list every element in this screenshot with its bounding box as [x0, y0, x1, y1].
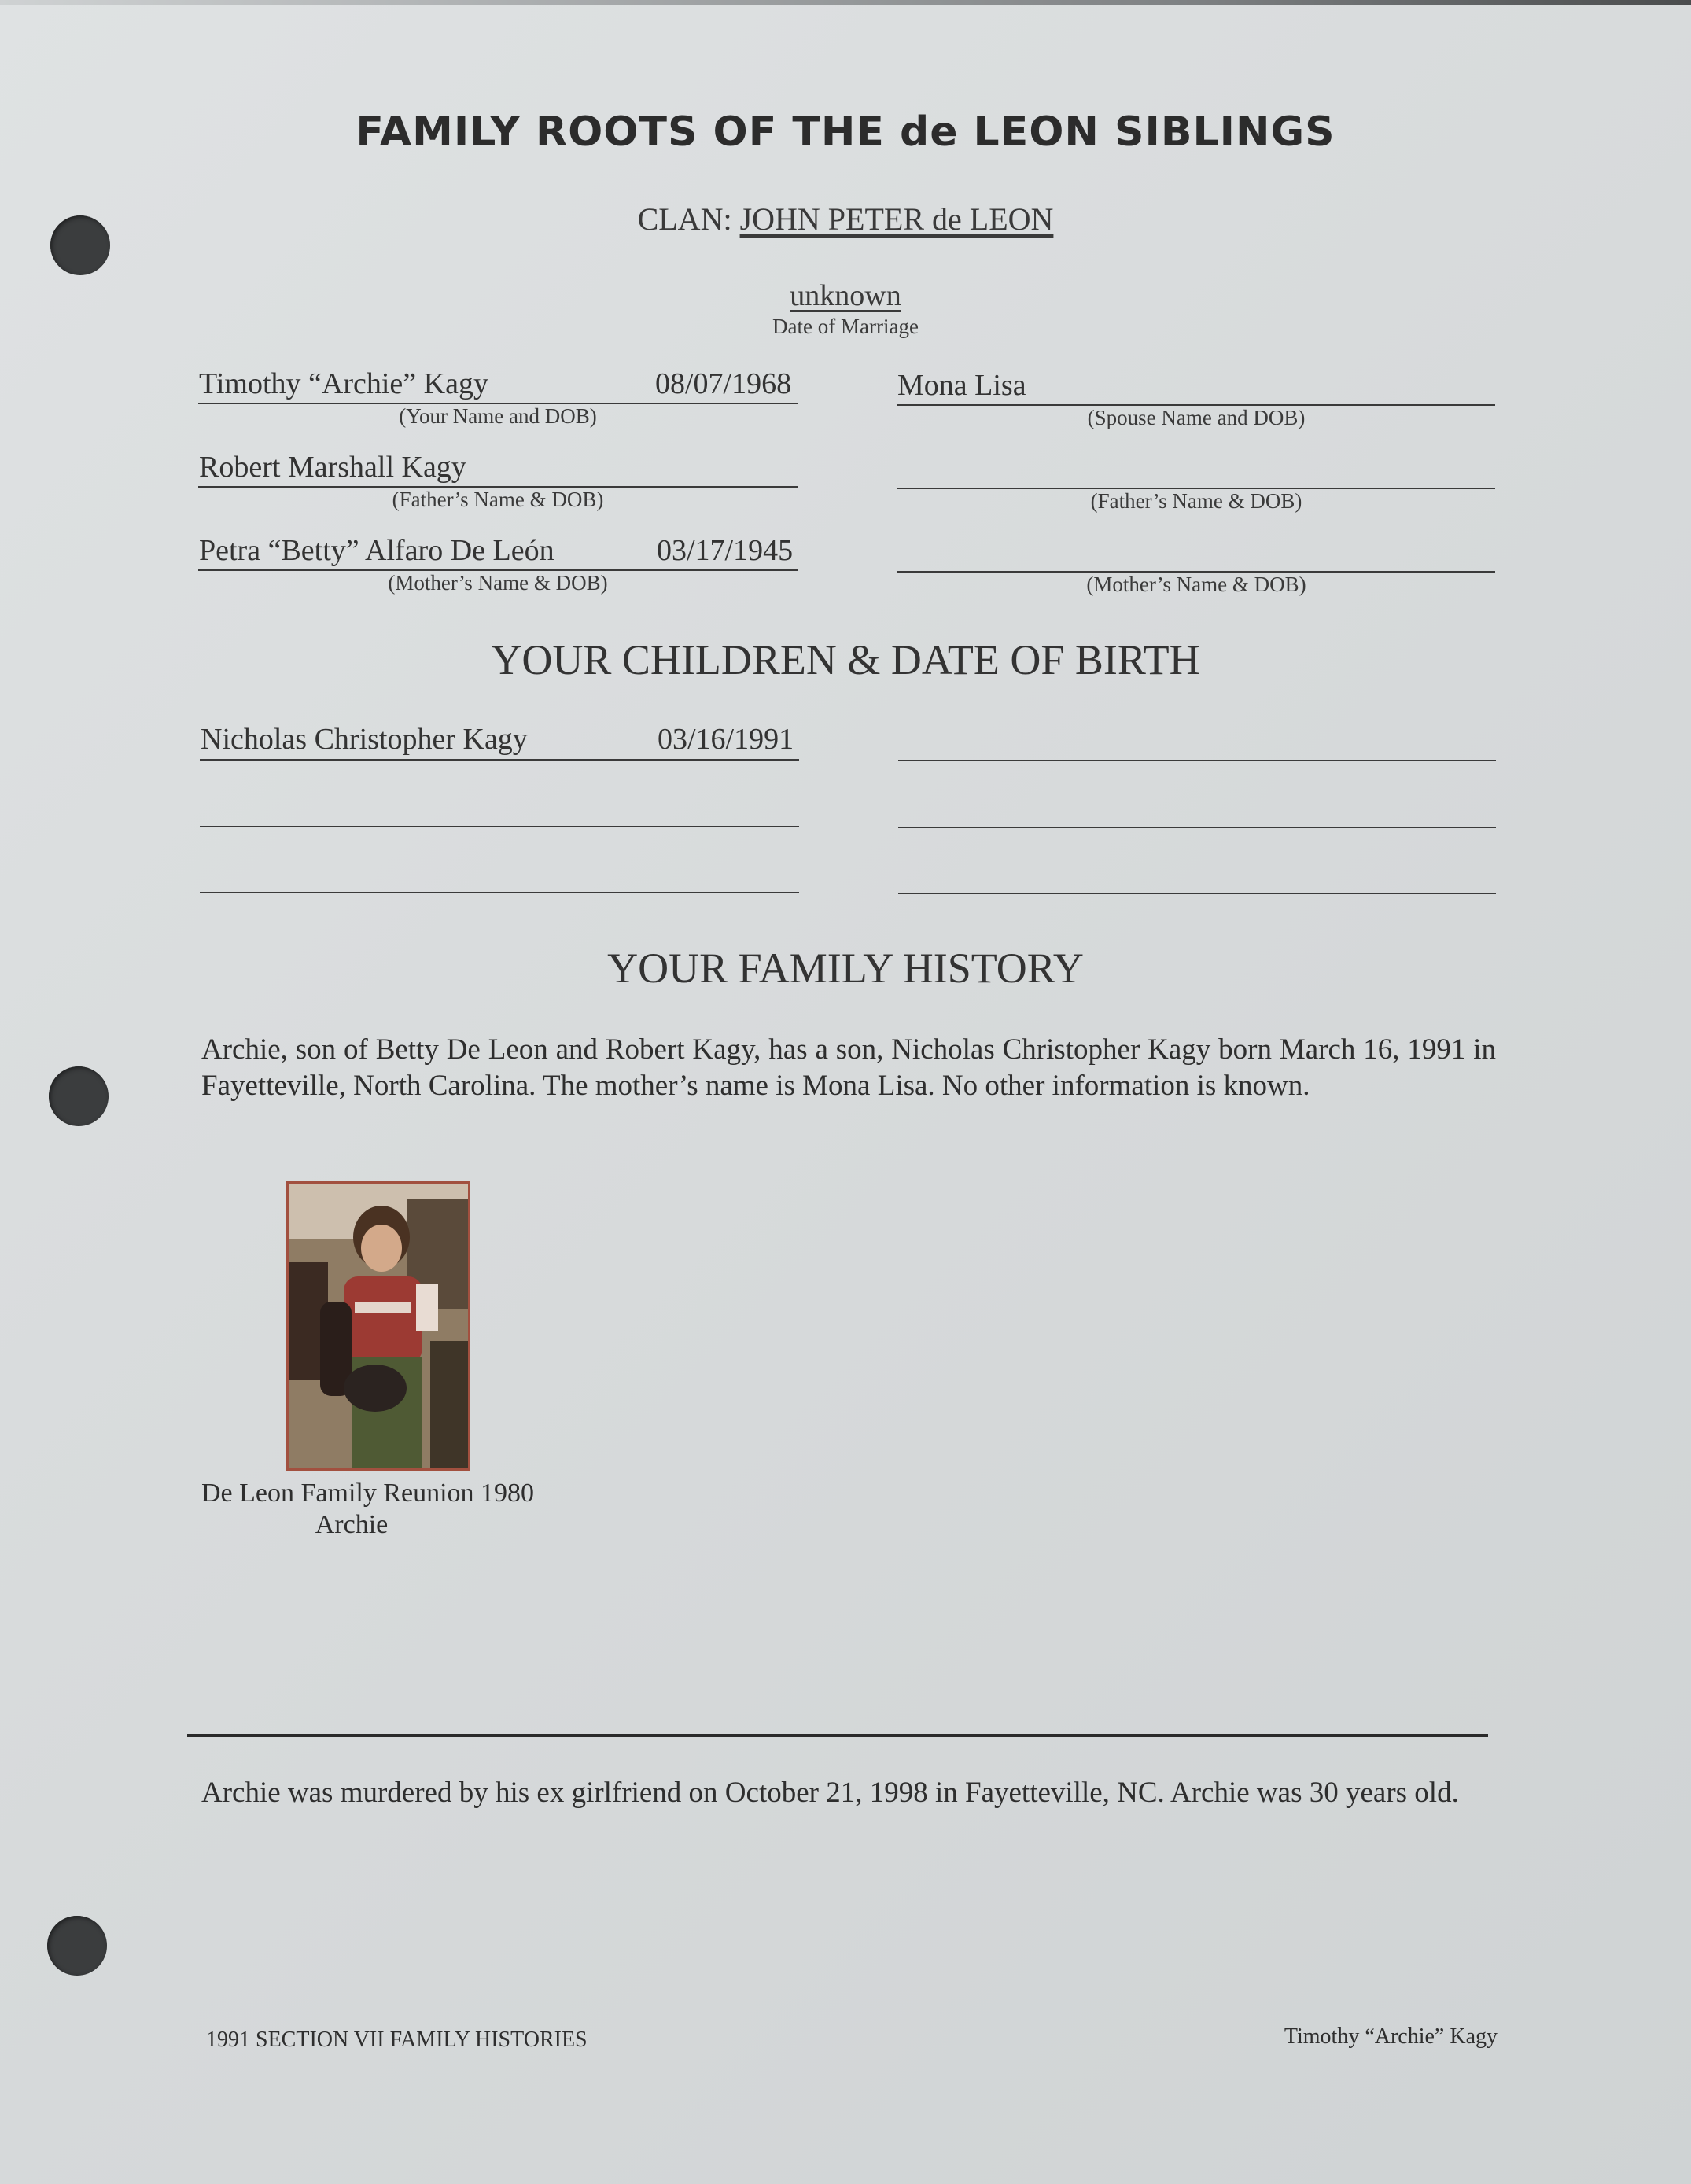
children-heading: YOUR CHILDREN & DATE OF BIRTH — [491, 636, 1200, 683]
footer-left: 1991 SECTION VII FAMILY HISTORIES — [206, 2027, 588, 2052]
spouse-name-caption: (Spouse Name and DOB) — [1087, 406, 1306, 429]
history-note: Archie was murdered by his ex girlfriend on October 21, 1998 in Fayetteville, NC. Archie was 30 years old. — [201, 1777, 1459, 1809]
child-line-3-right — [898, 893, 1496, 894]
father-name: Robert Marshall Kagy — [199, 451, 466, 484]
child-line-1-left — [200, 759, 799, 761]
clan-line — [0, 201, 1691, 238]
child-line-2-right — [898, 827, 1496, 828]
marriage-date-caption: Date of Marriage — [772, 315, 919, 338]
photo-image — [289, 1184, 468, 1468]
spouse-father-caption: (Father’s Name & DOB) — [1090, 489, 1302, 513]
photo-caption-line2: Archie — [315, 1510, 389, 1539]
child-name: Nicholas Christopher Kagy — [201, 723, 528, 756]
binder-hole-bottom — [47, 1916, 107, 1976]
family-reunion-photo — [286, 1181, 470, 1471]
father-caption: (Father’s Name & DOB) — [392, 488, 604, 511]
your-name-caption: (Your Name and DOB) — [399, 404, 597, 428]
mother-dob: 03/17/1945 — [657, 534, 794, 567]
child-line-1-right — [898, 760, 1496, 761]
your-name: Timothy “Archie” Kagy — [199, 367, 488, 400]
your-dob: 08/07/1968 — [655, 367, 792, 400]
history-heading: YOUR FAMILY HISTORY — [607, 945, 1084, 992]
marriage-date: unknown — [790, 279, 901, 312]
child-dob: 03/16/1991 — [658, 723, 794, 756]
mother-name: Petra “Betty” Alfaro De León — [199, 534, 554, 567]
clan-name: JOHN PETER de LEON — [739, 201, 1054, 237]
history-paragraph: Archie, son of Betty De Leon and Robert Kagy, has a son, Nicholas Christopher Kagy born March 16, 1991 in Fayetteville, North Carolina. The mother’s name is Mona Lisa. No other information is known. — [201, 1033, 1496, 1102]
child-line-3-left — [200, 892, 799, 893]
spouse-name: Mona Lisa — [897, 369, 1026, 402]
spouse-mother-caption: (Mother’s Name & DOB) — [1086, 573, 1306, 596]
binder-hole-middle — [49, 1066, 109, 1126]
child-line-2-left — [200, 826, 799, 827]
footer-right: Timothy “Archie” Kagy — [1284, 2024, 1498, 2049]
photo-caption-line1: De Leon Family Reunion 1980 — [201, 1479, 535, 1508]
page-top-edge — [0, 0, 1691, 5]
mother-caption: (Mother’s Name & DOB) — [388, 571, 608, 595]
clan-label: CLAN: — [637, 201, 732, 237]
section-divider — [187, 1734, 1488, 1737]
page-title: FAMILY ROOTS OF THE de LEON SIBLINGS — [356, 109, 1335, 156]
